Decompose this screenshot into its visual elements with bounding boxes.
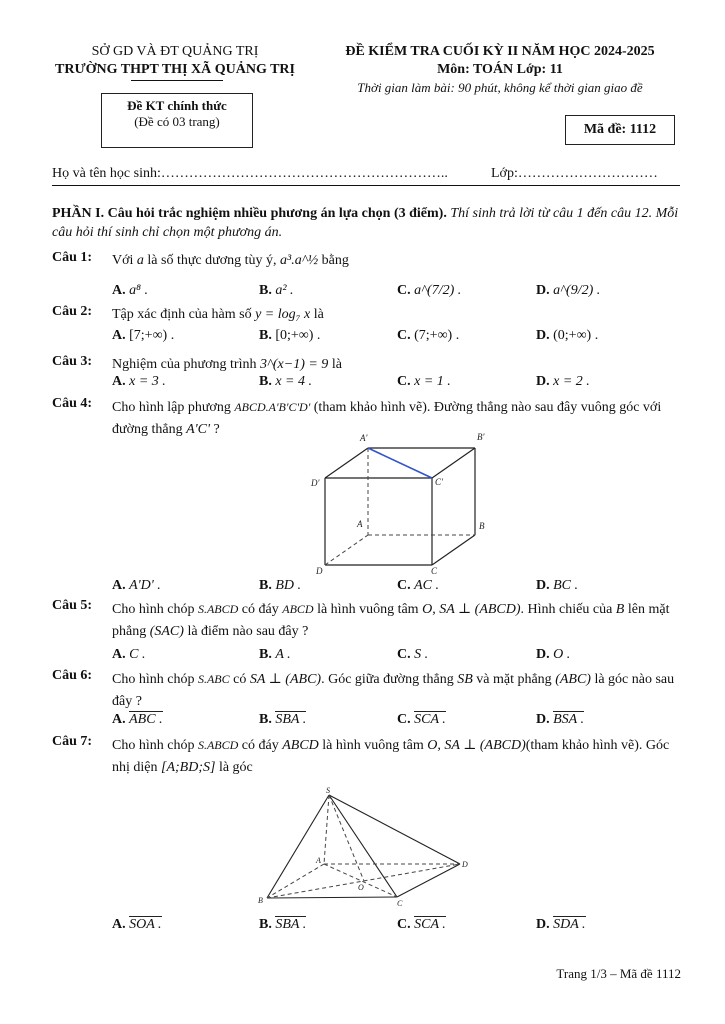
q2-label: Câu 2: <box>52 304 93 319</box>
cube-label-a-prime: A' <box>360 433 368 443</box>
edge-sd <box>329 795 460 864</box>
part1-instruction: Thí sinh trả lời từ câu 1 đến câu 12. Mỗi câu hỏi thí sinh chỉ chọn một phương án. <box>52 206 679 240</box>
edge-so <box>329 795 364 881</box>
q4-stem: Cho hình lập phương ABCD.A'B'C'D' (tham khảo hình vẽ). Đường thẳng nào sau đây vuông góc với đường thẳng A'C' ? <box>112 400 662 437</box>
cube-label-b: B <box>479 521 485 531</box>
cube-label-d-prime: D' <box>311 478 320 488</box>
pyr-label-d: D <box>462 860 468 869</box>
exam-title: ĐỀ KIỂM TRA CUỐI KỲ II NĂM HỌC 2024-2025 <box>345 44 655 59</box>
q5-label: Câu 5: <box>52 598 93 613</box>
subject-line: Môn: TOÁN Lớp: 11 <box>437 62 563 77</box>
q3-stem: Nghiệm của phương trình 3^(x−1) = 9 là <box>112 357 342 372</box>
q2-stem: Tập xác định của hàm số y = log₇ x là <box>112 307 324 322</box>
q1-option-c[interactable]: C. a^(7/2) . <box>397 283 462 298</box>
q1-option-d[interactable]: D. a^(9/2) . <box>536 283 601 298</box>
q3-option-d[interactable]: D. x = 2 . <box>536 374 590 389</box>
q2-option-c[interactable]: C. (7;+∞) . <box>397 328 460 343</box>
edge-bc <box>267 897 397 898</box>
q1-stem: Với a là số thực dương tùy ý, a³.a^½ bằng <box>112 253 349 268</box>
q5-option-a[interactable]: A. C . <box>112 647 146 662</box>
q2-option-a[interactable]: A. [7;+∞) . <box>112 328 175 343</box>
q4-option-a[interactable]: A. A'D' . <box>112 578 161 593</box>
q4-line-name: A'C' <box>186 422 210 437</box>
header-divider <box>52 185 680 186</box>
part1-title: PHẦN I. Câu hỏi trắc nghiệm nhiều phương án lựa chọn (3 điểm). <box>52 206 447 221</box>
q6-option-c[interactable]: C. SCA . <box>397 712 446 727</box>
q4-cube-name: ABCD.A'B'C'D' <box>234 400 311 414</box>
q1-option-a[interactable]: A. a⁸ . <box>112 283 148 298</box>
edge-hidden-left <box>325 535 368 565</box>
official-title: Đề KT chính thức <box>127 98 227 113</box>
pyramid-figure <box>252 785 482 910</box>
part1-heading <box>52 204 681 242</box>
q6-label: Câu 6: <box>52 668 93 683</box>
dept-name: SỞ GD VÀ ĐT QUẢNG TRỊ <box>91 44 259 59</box>
q5-option-d[interactable]: D. O . <box>536 647 571 662</box>
q4-option-c[interactable]: C. AC . <box>397 578 440 593</box>
q1-option-b[interactable]: B. a² . <box>259 283 294 298</box>
q4-option-d[interactable]: D. BC . <box>536 578 579 593</box>
edge-top-left <box>325 448 368 478</box>
q2-option-d[interactable]: D. (0;+∞) . <box>536 328 599 343</box>
q6-option-d[interactable]: D. BSA . <box>536 712 584 727</box>
cube-label-d: D <box>316 566 323 576</box>
q5-option-b[interactable]: B. A . <box>259 647 291 662</box>
official-box <box>101 93 253 148</box>
student-name-line: Họ và tên học sinh:…………………………………………………….. <box>52 166 448 181</box>
cube-figure <box>305 428 495 576</box>
cube-label-c: C <box>431 566 438 576</box>
q3-option-b[interactable]: B. x = 4 . <box>259 374 313 389</box>
edge-sb <box>267 795 329 898</box>
edge-bottom-right <box>432 535 475 565</box>
q4-label: Câu 4: <box>52 396 93 411</box>
q6-option-b[interactable]: B. SBA . <box>259 712 307 727</box>
pyr-label-a: A <box>316 856 321 865</box>
q7-option-c[interactable]: C. SCA . <box>397 917 446 932</box>
q3-label: Câu 3: <box>52 354 93 369</box>
cube-label-c-prime: C' <box>435 477 443 487</box>
official-pages: (Đề có 03 trang) <box>134 114 220 129</box>
q3-option-c[interactable]: C. x = 1 . <box>397 374 451 389</box>
q2-expr: y = log₇ x <box>255 307 311 322</box>
line-a-prime-c-prime <box>368 448 432 478</box>
q7-option-a[interactable]: A. SOA . <box>112 917 162 932</box>
q1-label: Câu 1: <box>52 250 93 265</box>
school-underline <box>131 80 223 81</box>
q5-stem: Cho hình chóp S.ABCD có đáy ABCD là hình vuông tâm O, SA ⊥ (ABCD). Hình chiếu của B lên mặt phẳng (SAC) là điểm nào sau đây ? <box>112 602 670 639</box>
edge-cd <box>397 864 460 897</box>
class-line: Lớp:………………………… <box>491 166 658 181</box>
cube-label-b-prime: B' <box>477 432 485 442</box>
q7-option-b[interactable]: B. SBA . <box>259 917 307 932</box>
pyr-label-b: B <box>258 896 263 905</box>
pyr-label-o: O <box>358 883 364 892</box>
page-footer: Trang 1/3 – Mã đề 1112 <box>556 966 681 981</box>
exam-code-box: Mã đề: 1112 <box>565 115 675 145</box>
q6-stem: Cho hình chóp S.ABC có SA ⊥ (ABC). Góc giữa đường thẳng SB và mặt phẳng (ABC) là góc nào sau đây ? <box>112 672 675 709</box>
school-name: TRƯỜNG THPT THỊ XÃ QUẢNG TRỊ <box>55 62 295 77</box>
q3-expr: 3^(x−1) = 9 <box>259 357 329 372</box>
q2-option-b[interactable]: B. [0;+∞) . <box>259 328 321 343</box>
time-note: Thời gian làm bài: 90 phút, không kể thời gian giao đề <box>357 80 643 95</box>
cube-label-a: A <box>357 519 363 529</box>
edge-sa <box>324 795 329 864</box>
q1-expr: a³.a^½ <box>280 253 319 268</box>
q7-label: Câu 7: <box>52 734 93 749</box>
q5-option-c[interactable]: C. S . <box>397 647 429 662</box>
q7-option-d[interactable]: D. SDA . <box>536 917 586 932</box>
q4-option-b[interactable]: B. BD . <box>259 578 302 593</box>
pyr-label-s: S <box>326 786 330 795</box>
q3-option-a[interactable]: A. x = 3 . <box>112 374 166 389</box>
q7-stem: Cho hình chóp S.ABCD có đáy ABCD là hình vuông tâm O, SA ⊥ (ABCD)(tham khảo hình vẽ). Góc nhị diện [A;BD;S] là góc <box>112 738 670 775</box>
pyr-label-c: C <box>397 899 403 908</box>
edge-top-right <box>432 448 475 478</box>
q6-option-a[interactable]: A. ABC . <box>112 712 163 727</box>
